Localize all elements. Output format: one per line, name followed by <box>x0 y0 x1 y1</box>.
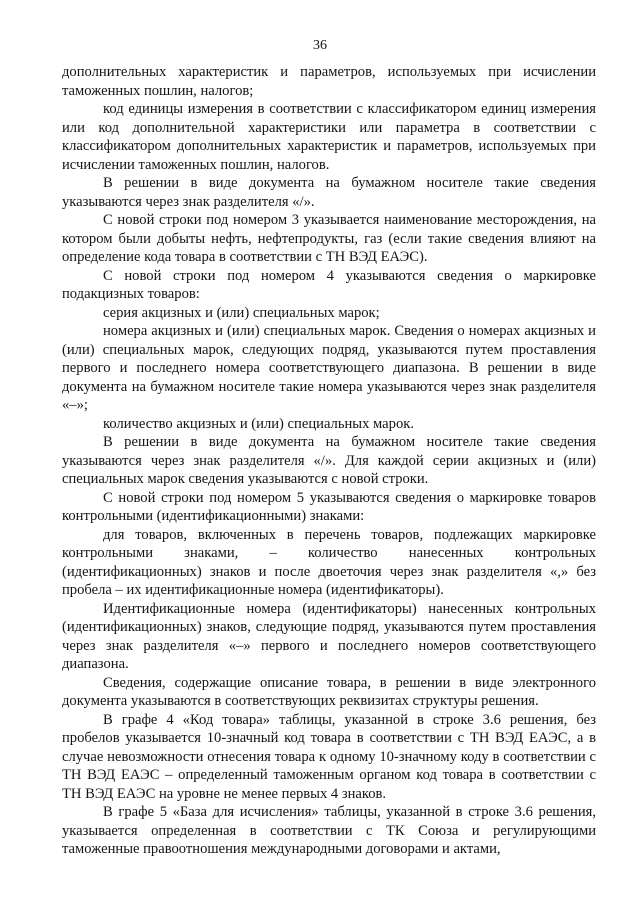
paragraph: код единицы измерения в соответствии с классификатором единиц измерения или код дополнительной характеристики или параметра в соответствии с классификатором дополнительных характеристик и параметров, используемых при исчислении таможенных пошлин, налогов. <box>62 101 596 173</box>
document-body <box>62 63 596 859</box>
paragraph: Идентификационные номера (идентификаторы) нанесенных контрольных (идентификационных) знаков, следующие подряд, указываются путем проставления через знак разделителя «–» первого и последнего номеров соответствующего диапазона. <box>62 600 596 672</box>
paragraph: С новой строки под номером 5 указываются сведения о маркировке товаров контрольными (идентификационными) знаками: <box>62 489 596 524</box>
page-number: 36 <box>313 38 327 53</box>
paragraph: для товаров, включенных в перечень товаров, подлежащих маркировке контрольными знаками, – количество нанесенных контрольных (идентификационных) знаков и после двоеточия через знак разделителя «,» без пробела – их идентификационные номера (идентификаторы). <box>62 526 596 598</box>
paragraph: номера акцизных и (или) специальных марок. Сведения о номерах акцизных и (или) специальных марок, следующих подряд, указываются путем проставления первого и последнего номера соответствующего диапазона. В решении в виде документа на бумажном носителе такие номера указываются через знак разделителя «–»; <box>62 323 596 413</box>
paragraph: Сведения, содержащие описание товара, в решении в виде электронного документа указываются в соответствующих реквизитах структуры решения. <box>62 674 596 709</box>
paragraph: В графе 5 «База для исчисления» таблицы, указанной в строке 3.6 решения, указывается определенная в соответствии с ТК Союза и регулирующими таможенные правоотношения международными договорами и актами, <box>62 804 596 857</box>
paragraph: С новой строки под номером 4 указываются сведения о маркировке подакцизных товаров: <box>62 267 596 302</box>
paragraph: количество акцизных и (или) специальных марок. <box>103 415 414 432</box>
paragraph: дополнительных характеристик и параметров, используемых при исчислении таможенных пошлин, налогов; <box>62 64 596 99</box>
paragraph: В решении в виде документа на бумажном носителе такие сведения указываются через знак разделителя «/». Для каждой серии акцизных и (или) специальных марок сведения указываются с новой строки. <box>62 434 596 487</box>
paragraph: С новой строки под номером 3 указывается наименование месторождения, на котором были добыты нефть, нефтепродукты, газ (если такие сведения влияют на определение кода товара в соответствии с ТН ВЭД ЕАЭС). <box>62 212 596 265</box>
paragraph: серия акцизных и (или) специальных марок; <box>103 304 380 321</box>
paragraph: В решении в виде документа на бумажном носителе такие сведения указываются через знак разделителя «/». <box>62 175 596 210</box>
paragraph: В графе 4 «Код товара» таблицы, указанной в строке 3.6 решения, без пробелов указывается 10-значный код товара в соответствии с ТН ВЭД ЕАЭС, а в случае невозможности отнесения товара к одному 10-значному коду в соответствии с ТН ВЭД ЕАЭС – определенный таможенным органом код товара в соответствии с ТН ВЭД ЕАЭС на уровне не менее первых 4 знаков. <box>62 711 596 802</box>
